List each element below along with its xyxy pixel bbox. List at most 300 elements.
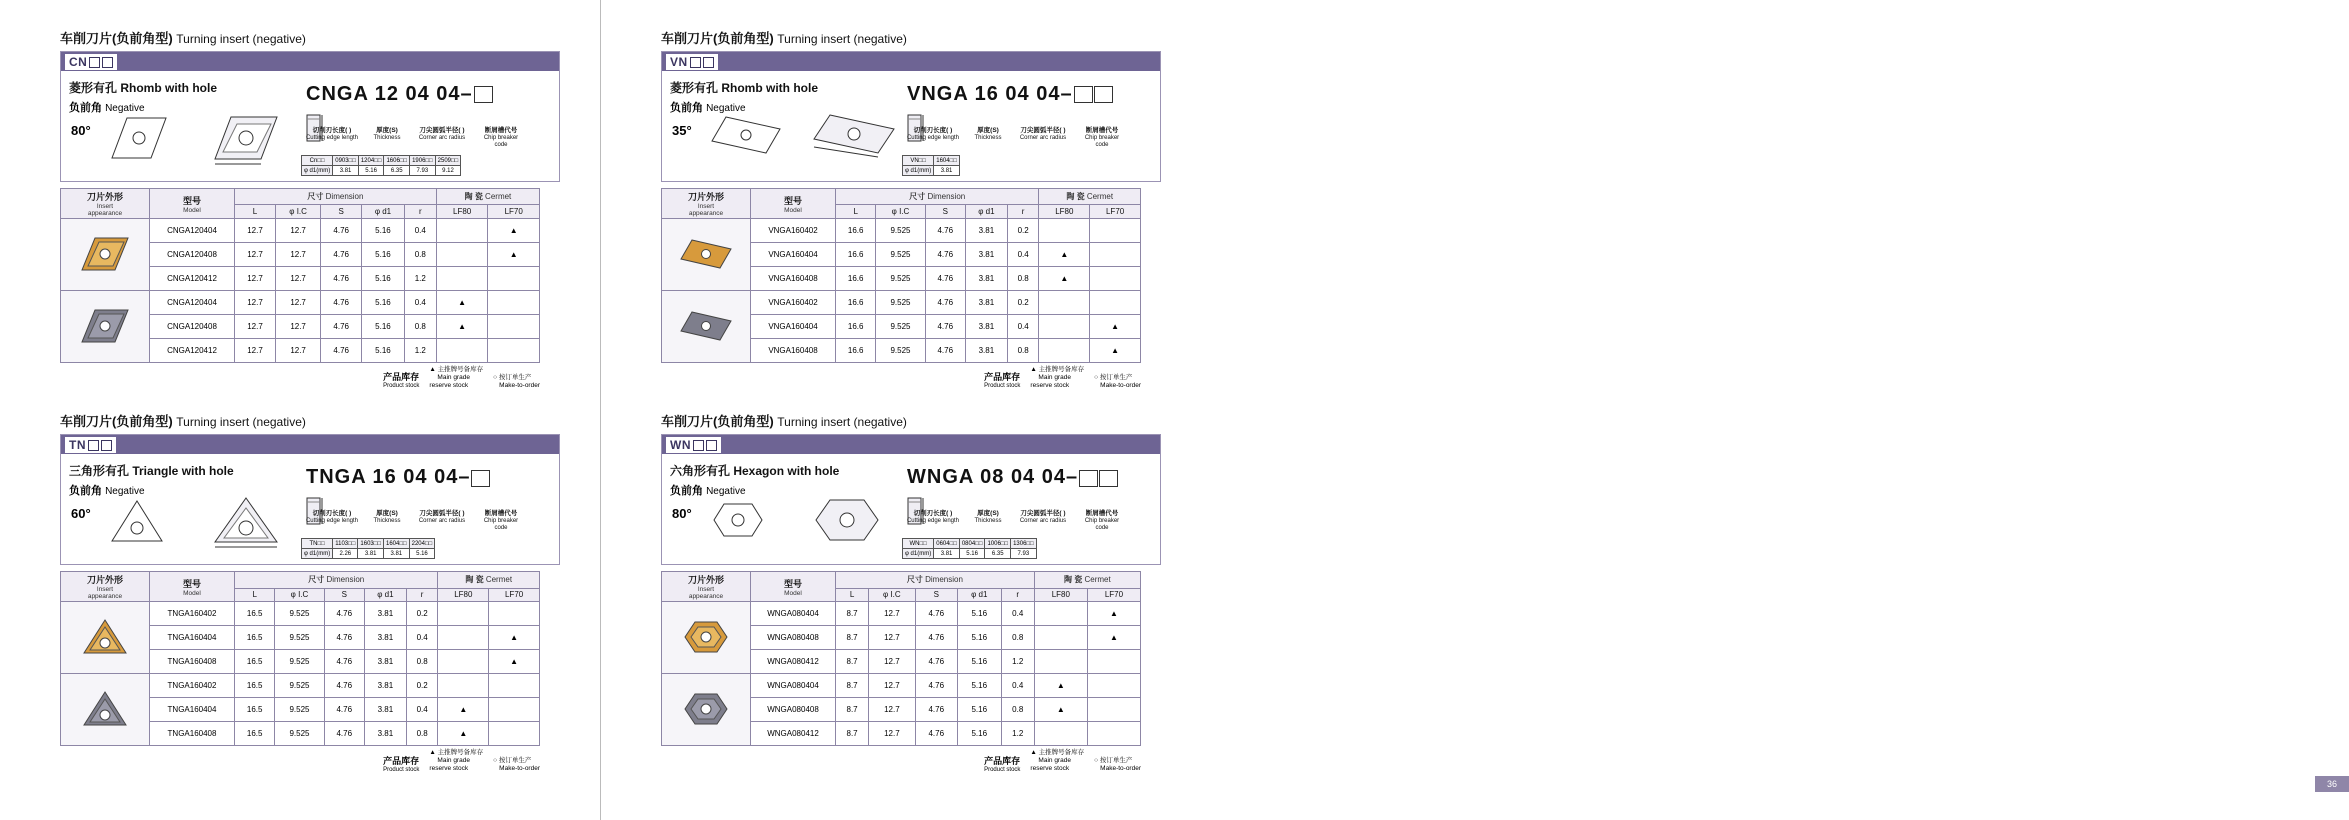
cell-d1: 5.16: [957, 698, 1001, 722]
cell-model: CNGA120404: [150, 291, 235, 315]
cell-lf70: [1090, 219, 1141, 243]
col-lf70: LF70: [489, 588, 540, 602]
cell-d1: 3.81: [364, 722, 406, 746]
cell-lf80: [436, 219, 488, 243]
mini-code-cell: 0903□□: [333, 156, 359, 166]
cell-model: VNGA160402: [751, 291, 836, 315]
cell-d1: 3.81: [364, 650, 406, 674]
callout-corner-radius: 刀尖圆弧半径( ) Corner arc radius: [418, 510, 466, 525]
table-row: [662, 219, 1141, 243]
cell-r: 0.8: [1007, 267, 1039, 291]
cell-s: 4.76: [324, 602, 364, 626]
cell-d1: 5.16: [362, 219, 405, 243]
cell-model: TNGA160402: [150, 602, 235, 626]
cell-lf70: [1090, 267, 1141, 291]
insert-angle: 35°: [672, 123, 692, 138]
mini-code-cell: VN□□: [903, 156, 934, 166]
code-box-square: [706, 440, 717, 451]
cell-l: 16.6: [836, 243, 876, 267]
cell-l: 16.5: [235, 722, 275, 746]
legend-product-stock: 产品库存 Product stock: [984, 755, 1021, 773]
cell-l: 16.6: [836, 219, 876, 243]
cell-lf80: [1034, 722, 1087, 746]
stock-legend: [661, 366, 1141, 389]
cell-ic: 9.525: [876, 267, 925, 291]
cell-s: 4.76: [925, 291, 965, 315]
dimension-mini-table: [301, 538, 435, 559]
panel-body: [662, 71, 1160, 181]
cell-ic: 9.525: [876, 219, 925, 243]
cell-ic: 9.525: [876, 315, 925, 339]
model-code-text: VNGA 16 04 04–: [907, 83, 1073, 105]
cell-model: WNGA080408: [751, 698, 836, 722]
mini-d1-label: φ d1(mm): [302, 166, 333, 176]
insert-code-label: WN: [666, 437, 721, 453]
insert-spec-table: [661, 188, 1141, 363]
cell-d1: 3.81: [364, 602, 406, 626]
table-row: [662, 602, 1141, 626]
mini-code-cell: 0804□□: [959, 539, 985, 549]
panel-body: [61, 454, 559, 564]
cell-l: 16.6: [836, 267, 876, 291]
insert-image-gold: [662, 602, 751, 674]
cell-lf80: [1039, 291, 1090, 315]
cell-d1: 5.16: [957, 602, 1001, 626]
cell-r: 0.4: [404, 219, 436, 243]
cell-r: 0.2: [1007, 219, 1039, 243]
cell-r: 0.4: [406, 626, 438, 650]
section-title: 车削刀片(负前角型) Turning insert (negative): [661, 31, 907, 46]
legend-make-to-order: ○ 按订单生产 Make-to-order: [493, 373, 540, 389]
cell-d1: 3.81: [965, 219, 1007, 243]
col-cermet: 陶 瓷 Cermet: [1039, 189, 1141, 205]
cell-l: 8.7: [836, 602, 869, 626]
table-row: [662, 291, 1141, 315]
shape-outline-icon: [710, 498, 766, 547]
cell-d1: 3.81: [965, 291, 1007, 315]
table-row: [662, 674, 1141, 698]
mini-d1-cell: 3.81: [934, 549, 960, 559]
cell-ic: 9.525: [876, 291, 925, 315]
mini-d1-cell: 3.81: [384, 549, 410, 559]
cell-ic: 9.525: [876, 243, 925, 267]
cell-d1: 3.81: [965, 315, 1007, 339]
cell-model: WNGA080408: [751, 626, 836, 650]
cell-lf70: ▲: [1087, 602, 1140, 626]
col-d1: φ d1: [965, 205, 1007, 219]
cell-s: 4.76: [925, 339, 965, 363]
panel-body: [662, 454, 1160, 564]
cell-s: 4.76: [915, 650, 957, 674]
mini-code-cell: 0604□□: [934, 539, 960, 549]
cell-r: 0.4: [1007, 243, 1039, 267]
cell-ic: 9.525: [275, 650, 324, 674]
cell-s: 4.76: [324, 674, 364, 698]
code-placeholder-box: [1094, 86, 1113, 103]
cell-l: 12.7: [235, 219, 276, 243]
technical-drawing: [211, 494, 281, 555]
model-code-text: WNGA 08 04 04–: [907, 466, 1079, 489]
mini-d1-cell: 6.35: [985, 549, 1011, 559]
cell-lf80: [1034, 602, 1087, 626]
cell-lf70: ▲: [1087, 626, 1140, 650]
cell-l: 12.7: [235, 339, 276, 363]
cell-model: TNGA160402: [150, 674, 235, 698]
cell-lf80: ▲: [1039, 267, 1090, 291]
mini-d1-label: φ d1(mm): [903, 549, 934, 559]
col-ic: φ I.C: [869, 588, 916, 602]
col-ic: φ I.C: [276, 205, 321, 219]
legend-product-stock: 产品库存 Product stock: [383, 372, 420, 390]
mini-code-cell: WN□□: [903, 539, 934, 549]
cell-r: 0.4: [1001, 674, 1034, 698]
col-r: r: [404, 205, 436, 219]
callout-chip-breaker: 断屑槽代号 Chip breaker code: [483, 510, 519, 532]
table-row: [61, 291, 540, 315]
cell-s: 4.76: [915, 698, 957, 722]
shape-name-cn: 菱形有孔 Rhomb with hole: [670, 81, 818, 95]
mini-d1-cell: 5.16: [358, 166, 384, 176]
spec-panel: [661, 51, 1161, 182]
cell-s: 4.76: [925, 219, 965, 243]
cell-lf70: ▲: [489, 650, 540, 674]
cell-lf70: [488, 339, 540, 363]
cell-r: 0.4: [1001, 602, 1034, 626]
table-row: [61, 602, 540, 626]
cell-d1: 3.81: [965, 267, 1007, 291]
rake-label: 负前角 Negative: [69, 102, 145, 114]
cell-ic: 12.7: [276, 267, 321, 291]
cell-s: 4.76: [915, 602, 957, 626]
shape-name-cn: 菱形有孔 Rhomb with hole: [69, 81, 217, 95]
legend-main-grade: ▲ 主推牌号备库存 Main grade reserve stock: [1030, 749, 1085, 772]
col-lf70: LF70: [1087, 588, 1140, 602]
cell-d1: 5.16: [362, 267, 405, 291]
cell-d1: 5.16: [957, 674, 1001, 698]
cell-model: VNGA160402: [751, 219, 836, 243]
panel-header: [61, 435, 559, 454]
cell-r: 0.8: [1001, 626, 1034, 650]
callout-chip-breaker: 断屑槽代号 Chip breaker code: [483, 127, 519, 148]
cell-s: 4.76: [324, 626, 364, 650]
col-s: S: [321, 205, 362, 219]
cell-lf80: ▲: [438, 698, 489, 722]
cell-r: 0.8: [404, 315, 436, 339]
cell-r: 0.8: [406, 722, 438, 746]
cell-ic: 9.525: [275, 626, 324, 650]
right-content: [661, 0, 1161, 773]
block-tn: [60, 411, 560, 772]
cell-r: 0.2: [1007, 291, 1039, 315]
cell-s: 4.76: [925, 315, 965, 339]
spec-panel: [60, 434, 560, 565]
insert-image-grey: [662, 674, 751, 746]
mini-code-cell: TN□□: [302, 539, 333, 549]
mini-d1-label: φ d1(mm): [302, 549, 333, 559]
cell-r: 0.2: [406, 674, 438, 698]
code-placeholder-box: [1074, 86, 1093, 103]
cell-lf80: [436, 243, 488, 267]
insert-image-gold: [61, 219, 150, 291]
cell-lf70: [489, 698, 540, 722]
spec-panel: [661, 434, 1161, 565]
cell-ic: 9.525: [275, 602, 324, 626]
col-s: S: [324, 588, 364, 602]
code-placeholder-box: [1099, 470, 1118, 487]
section-title: 车削刀片(负前角型) Turning insert (negative): [661, 414, 907, 430]
cell-r: 1.2: [1001, 650, 1034, 674]
col-d1: φ d1: [364, 588, 406, 602]
cell-lf70: [1087, 650, 1140, 674]
mini-d1-cell: 9.12: [435, 166, 461, 176]
cell-r: 0.8: [404, 243, 436, 267]
callout-cutting-edge: 切削刃长度( ) Cutting edge length: [305, 510, 359, 525]
spec-panel: [60, 51, 560, 182]
shape-name-cn: 六角形有孔 Hexagon with hole: [670, 464, 840, 479]
cell-ic: 12.7: [276, 291, 321, 315]
cell-l: 16.5: [235, 602, 275, 626]
cell-s: 4.76: [925, 267, 965, 291]
col-l: L: [836, 205, 876, 219]
cell-model: CNGA120404: [150, 219, 235, 243]
shape-outline-icon: [109, 498, 165, 549]
left-content: [60, 0, 560, 773]
cell-d1: 5.16: [957, 722, 1001, 746]
cell-l: 12.7: [235, 243, 276, 267]
code-placeholder-box: [1079, 470, 1098, 487]
cell-l: 8.7: [836, 650, 869, 674]
stock-legend: [60, 749, 540, 772]
cell-ic: 12.7: [869, 602, 916, 626]
cell-ic: 12.7: [276, 315, 321, 339]
code-box-square: [101, 440, 112, 451]
cell-s: 4.76: [321, 339, 362, 363]
col-cermet: 陶 瓷 Cermet: [438, 572, 540, 588]
panel-body: [61, 71, 559, 181]
callout-thickness: 厚度(S) Thickness: [974, 510, 1002, 525]
cell-lf70: [489, 674, 540, 698]
cell-lf80: [1039, 219, 1090, 243]
cell-d1: 3.81: [965, 243, 1007, 267]
cell-lf80: ▲: [1039, 243, 1090, 267]
technical-drawing: [812, 111, 898, 162]
mini-d1-cell: 6.35: [384, 166, 410, 176]
cell-model: TNGA160404: [150, 698, 235, 722]
cell-lf80: [1039, 315, 1090, 339]
model-code: [306, 83, 493, 106]
cell-s: 4.76: [324, 722, 364, 746]
callout-corner-radius: 刀尖圆弧半径( ) Corner arc radius: [1019, 127, 1067, 141]
cell-r: 1.2: [404, 267, 436, 291]
insert-image-grey: [662, 291, 751, 363]
cell-model: WNGA080404: [751, 602, 836, 626]
insert-code-label: CN: [65, 54, 117, 70]
cell-r: 0.8: [1001, 698, 1034, 722]
rake-label: 负前角 Negative: [69, 485, 145, 498]
cell-model: TNGA160408: [150, 722, 235, 746]
code-box-square: [88, 440, 99, 451]
table-row: [61, 219, 540, 243]
cell-r: 0.8: [406, 650, 438, 674]
section-title: 车削刀片(负前角型) Turning insert (negative): [60, 414, 306, 430]
shape-name-cn: 三角形有孔 Triangle with hole: [69, 464, 234, 479]
model-code-text: TNGA 16 04 04–: [306, 466, 471, 489]
cell-l: 12.7: [235, 267, 276, 291]
cell-lf70: [1090, 291, 1141, 315]
cell-s: 4.76: [915, 674, 957, 698]
col-appearance: 刀片外形 Insert appearance: [61, 572, 150, 602]
col-lf80: LF80: [438, 588, 489, 602]
page-left: [0, 0, 600, 820]
callout-thickness: 厚度(S) Thickness: [974, 127, 1002, 141]
cell-l: 8.7: [836, 626, 869, 650]
stock-legend: [60, 366, 540, 389]
mini-code-cell: 1604□□: [384, 539, 410, 549]
cell-ic: 12.7: [276, 219, 321, 243]
mini-d1-cell: 3.81: [333, 166, 359, 176]
cell-model: CNGA120412: [150, 267, 235, 291]
cell-ic: 12.7: [869, 674, 916, 698]
mini-d1-cell: 3.81: [934, 166, 960, 176]
legend-main-grade: ▲ 主推牌号备库存 Main grade reserve stock: [429, 366, 484, 389]
cell-l: 8.7: [836, 722, 869, 746]
cell-lf70: ▲: [489, 626, 540, 650]
cell-s: 4.76: [324, 698, 364, 722]
model-code: [907, 466, 1118, 489]
col-lf80: LF80: [1039, 205, 1090, 219]
cell-r: 0.8: [1007, 339, 1039, 363]
col-r: r: [1001, 588, 1034, 602]
mini-code-cell: 1604□□: [934, 156, 960, 166]
cell-model: WNGA080412: [751, 650, 836, 674]
cell-d1: 3.81: [965, 339, 1007, 363]
cell-s: 4.76: [925, 243, 965, 267]
mini-code-cell: 1603□□: [358, 539, 384, 549]
legend-make-to-order: ○ 按订单生产 Make-to-order: [1094, 757, 1141, 772]
mini-d1-cell: 7.93: [410, 166, 436, 176]
col-model: 型号 Model: [751, 572, 836, 602]
cell-model: CNGA120412: [150, 339, 235, 363]
code-box-square: [89, 57, 100, 68]
cell-ic: 12.7: [869, 650, 916, 674]
dimension-mini-table: [902, 155, 960, 176]
cell-lf70: [1087, 722, 1140, 746]
col-appearance: 刀片外形 Insert appearance: [61, 189, 150, 219]
cell-s: 4.76: [321, 315, 362, 339]
cell-lf70: ▲: [1090, 315, 1141, 339]
cell-l: 12.7: [235, 291, 276, 315]
col-s: S: [915, 588, 957, 602]
col-d1: φ d1: [957, 588, 1001, 602]
insert-angle: 80°: [71, 123, 91, 138]
cell-model: WNGA080404: [751, 674, 836, 698]
cell-lf70: [1087, 698, 1140, 722]
cell-model: VNGA160408: [751, 267, 836, 291]
shape-outline-icon: [710, 115, 782, 160]
cell-model: CNGA120408: [150, 315, 235, 339]
mini-code-cell: 1103□□: [333, 539, 358, 549]
code-box-square: [102, 57, 113, 68]
cell-r: 0.4: [404, 291, 436, 315]
cell-model: TNGA160404: [150, 626, 235, 650]
legend-main-grade: ▲ 主推牌号备库存 Main grade reserve stock: [1030, 366, 1085, 389]
cell-ic: 12.7: [869, 722, 916, 746]
cell-lf80: [438, 650, 489, 674]
cell-r: 1.2: [1001, 722, 1034, 746]
cell-model: VNGA160404: [751, 315, 836, 339]
cell-r: 0.4: [406, 698, 438, 722]
callout-thickness: 厚度(S) Thickness: [373, 510, 401, 525]
mini-code-cell: 1006□□: [985, 539, 1011, 549]
col-lf70: LF70: [488, 205, 540, 219]
mini-d1-cell: 5.16: [959, 549, 985, 559]
col-model: 型号 Model: [150, 572, 235, 602]
mini-code-cell: 2204□□: [409, 539, 435, 549]
cell-lf80: ▲: [1034, 698, 1087, 722]
insert-spec-table: [60, 571, 540, 746]
callout-corner-radius: 刀尖圆弧半径( ) Corner arc radius: [1019, 510, 1067, 525]
mini-code-cell: 1204□□: [358, 156, 384, 166]
callout-chip-breaker: 断屑槽代号 Chip breaker code: [1084, 510, 1120, 532]
block-vn: [661, 28, 1161, 389]
cell-lf80: ▲: [1034, 674, 1087, 698]
shape-outline-icon: [109, 115, 169, 166]
cell-lf80: [436, 267, 488, 291]
cell-lf70: [489, 722, 540, 746]
section-title: 车削刀片(负前角型) Turning insert (negative): [60, 31, 306, 46]
technical-drawing: [812, 494, 884, 551]
panel-header: [662, 435, 1160, 454]
table-row: [61, 674, 540, 698]
cell-lf80: ▲: [436, 291, 488, 315]
col-dimension: 尺寸 Dimension: [836, 572, 1035, 588]
col-d1: φ d1: [362, 205, 405, 219]
cell-s: 4.76: [321, 243, 362, 267]
mini-code-cell: 1606□□: [384, 156, 410, 166]
col-dimension: 尺寸 Dimension: [235, 572, 438, 588]
insert-spec-table: [661, 571, 1141, 746]
col-ic: φ I.C: [275, 588, 324, 602]
mini-d1-cell: 5.16: [409, 549, 435, 559]
insert-angle: 60°: [71, 506, 91, 522]
code-box-square: [693, 440, 704, 451]
cell-d1: 5.16: [362, 243, 405, 267]
cell-ic: 12.7: [276, 243, 321, 267]
model-code: [907, 83, 1113, 106]
code-box-square: [703, 57, 714, 68]
block-wn: [661, 411, 1161, 772]
mini-code-cell: 1306□□: [1011, 539, 1037, 549]
cell-l: 16.6: [836, 315, 876, 339]
dimension-mini-table: [301, 155, 461, 176]
cell-s: 4.76: [321, 219, 362, 243]
cell-lf80: [1039, 339, 1090, 363]
cell-d1: 3.81: [364, 674, 406, 698]
page-right: [600, 0, 1201, 820]
rake-label: 负前角 Negative: [670, 485, 746, 498]
cell-ic: 9.525: [876, 339, 925, 363]
cell-ic: 9.525: [275, 722, 324, 746]
cell-d1: 5.16: [362, 339, 405, 363]
cell-lf80: [438, 602, 489, 626]
col-cermet: 陶 瓷 Cermet: [1034, 572, 1140, 588]
col-appearance: 刀片外形 Insert appearance: [662, 189, 751, 219]
insert-image-gold: [662, 219, 751, 291]
code-placeholder-box: [471, 470, 490, 487]
page-number-right: 36: [2315, 776, 2349, 792]
cell-lf70: ▲: [488, 219, 540, 243]
col-dimension: 尺寸 Dimension: [836, 189, 1039, 205]
